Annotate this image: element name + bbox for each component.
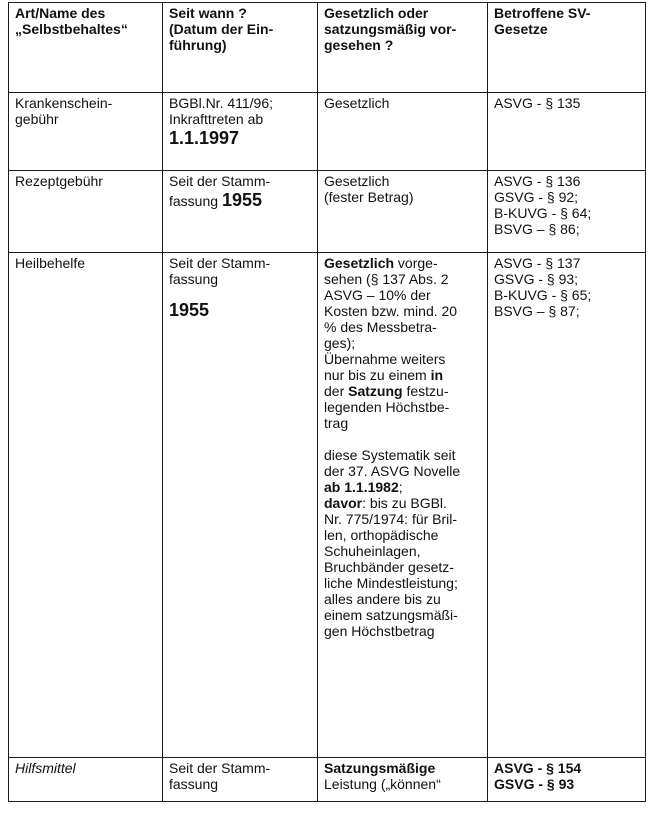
table-row <box>9 93 646 171</box>
cell-name: Rezeptgebühr <box>9 171 163 253</box>
selbstbehalte-table <box>8 2 646 802</box>
cell-laws: ASVG - § 137 GSVG - § 93; B-KUVG - § 65; BSVG – § 87; <box>488 253 646 758</box>
cell-since: BGBl.Nr. 411/96; Inkrafttreten ab 1.1.1997 <box>163 93 318 171</box>
header-seit-wann: Seit wann ? (Datum der Ein- führung) <box>163 3 318 93</box>
table-row <box>9 171 646 253</box>
header-art-name: Art/Name des „Selbstbehaltes“ <box>9 3 163 93</box>
cell-since: Seit der Stamm- fassung <box>163 758 318 802</box>
cell-laws: ASVG - § 136 GSVG - § 92; B-KUVG - § 64; BSVG – § 86; <box>488 171 646 253</box>
cell-basis: Gesetzlich vorge- sehen (§ 137 Abs. 2 ASVG – 10% der Kosten bzw. mind. 20 % des Messbetra- ges); Übernahme weiters nur bis zu einem in der Satzung festzu- legenden Höchstbe- trag diese Systematik seit der 37. ASVG Novelle ab 1.1.1982; davor: bis zu BGBl. Nr. 775/1974: für Bril- len, orthopädische Schuheinlagen, Bruchbänder gesetz- liche Mindestleistung; alles andere bis zu einem satzungsmäßi- gen Höchstbetrag <box>318 253 488 758</box>
cell-name: Heilbehelfe <box>9 253 163 758</box>
table-row <box>9 253 646 758</box>
header-row <box>9 3 646 93</box>
header-betroffene-gesetze: Betroffene SV- Gesetze <box>488 3 646 93</box>
cell-basis: Satzungsmäßige Leistung („können“ <box>318 758 488 802</box>
cell-name: Hilfsmittel <box>9 758 163 802</box>
cell-laws: ASVG - § 154 GSVG - § 93 <box>488 758 646 802</box>
cell-basis: Gesetzlich <box>318 93 488 171</box>
cell-since: Seit der Stamm- fassung 1955 <box>163 171 318 253</box>
cell-since: Seit der Stamm- fassung 1955 <box>163 253 318 758</box>
cell-basis: Gesetzlich (fester Betrag) <box>318 171 488 253</box>
cell-laws: ASVG - § 135 <box>488 93 646 171</box>
header-gesetzlich-satzung: Gesetzlich oder satzungsmäßig vor- gesehen ? <box>318 3 488 93</box>
cell-name: Krankenschein- gebühr <box>9 93 163 171</box>
table-row <box>9 758 646 802</box>
